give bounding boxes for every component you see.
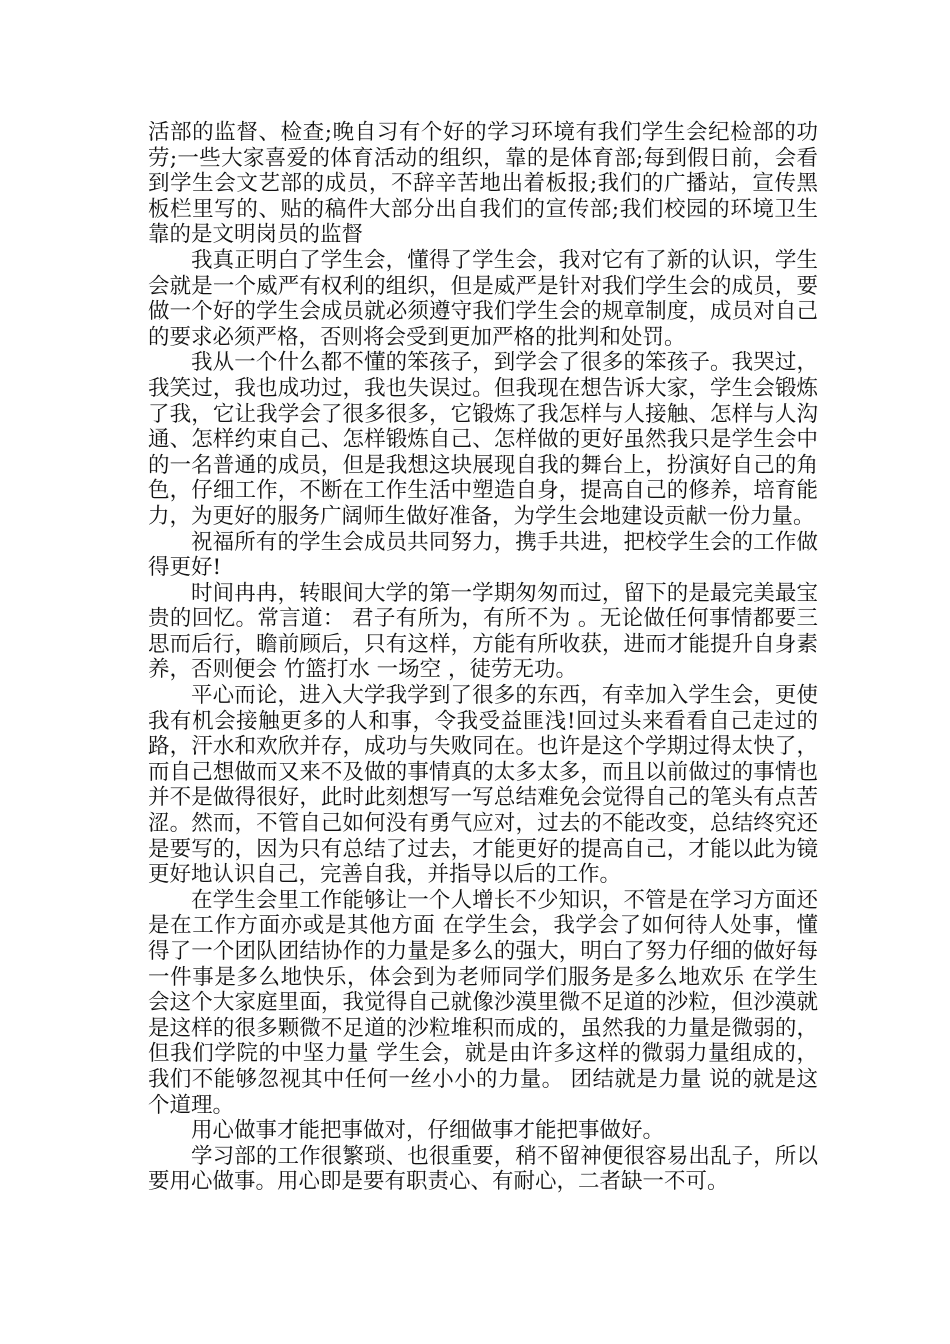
paragraph-3: 我从一个什么都不懂的笨孩子，到学会了很多的笨孩子。我哭过，我笑过，我也成功过，我也失误过。但我现在想告诉大家，学生会锻炼了我，它让我学会了很多很多，它锻炼了我怎样与人接触、怎样与人沟通、怎样约束自己、怎样锻炼自己、怎样做的更好虽然我只是学生会中的一名普通的成员，但是我想这块展现自我的舞台上，扮演好自己的角色，仔细工作，不断在工作生活中塑造自身，提高自己的修养，培育能力，为更好的服务广阔师生做好准备，为学生会地建设贡献一份力量。 <box>148 350 818 529</box>
paragraph-2: 我真正明白了学生会，懂得了学生会，我对它有了新的认识，学生会就是一个威严有权利的组织，但是威严是针对我们学生会的成员，要做一个好的学生会成员就必须遵守我们学生会的规章制度，成员对自己的要求必须严格，否则将会受到更加严格的批判和处罚。 <box>148 247 818 350</box>
paragraph-5: 时间冉冉，转眼间大学的第一学期匆匆而过，留下的是最完美最宝贵的回忆。常言道： 君子有所为，有所不为 。无论做任何事情都要三思而后行，瞻前顾后，只有这样，方能有所收获，进而才能提升自身素养，否则便会 竹篮打水 一场空 ，徒劳无功。 <box>148 580 818 683</box>
paragraph-1: 活部的监督、检查;晚自习有个好的学习环境有我们学生会纪检部的功劳;一些大家喜爱的体育活动的组织，靠的是体育部;每到假日前，会看到学生会文艺部的成员，不辞辛苦地出着板报;我们的广播站，宣传黑板栏里写的、贴的稿件大部分出自我们的宣传部;我们校园的环境卫生靠的是文明岗员的监督 <box>148 120 818 248</box>
document-body <box>148 120 818 1195</box>
paragraph-8: 用心做事才能把事做对，仔细做事才能把事做好。 <box>191 1118 665 1144</box>
paragraph-7: 在学生会里工作能够让一个人增长不少知识，不管是在学习方面还是在工作方面亦或是其他方面 在学生会，我学会了如何待人处事，懂得了一个团队团结协作的力量是多么的强大，明白了努力仔细的做好每一件事是多么地快乐，体会到为老师同学们服务是多么地欢乐 在学生会这个大家庭里面，我觉得自己就像沙漠里微不足道的沙粒，但沙漠就是这样的很多颗微不足道的沙粒堆积而成的，虽然我的力量是微弱的，但我们学院的中坚力量 学生会，就是由许多这样的微弱力量组成的，我们不能够忽视其中任何一丝小小的力量。 团结就是力量 说的就是这个道理。 <box>148 887 818 1118</box>
paragraph-6: 平心而论，进入大学我学到了很多的东西，有幸加入学生会，更使我有机会接触更多的人和事，令我受益匪浅!回过头来看看自己走过的路，汗水和欢欣并存，成功与失败同在。也许是这个学期过得太快了，而自己想做而又来不及做的事情真的太多太多，而且以前做过的事情也并不是做得很好，此时此刻想写一写总结难免会觉得自己的笔头有点苦涩。然而，不管自己如何没有勇气应对，过去的不能改变，总结终究还是要写的，因为只有总结了过去，才能更好的提高自己，才能以此为镜更好地认识自己，完善自我，并指导以后的工作。 <box>148 683 818 888</box>
paragraph-4: 祝福所有的学生会成员共同努力，携手共进，把校学生会的工作做得更好! <box>148 529 818 581</box>
paragraph-9: 学习部的工作很繁琐、也很重要，稍不留神便很容易出乱子，所以要用心做事。用心即是要有职责心、有耐心，二者缺一不可。 <box>148 1143 818 1195</box>
